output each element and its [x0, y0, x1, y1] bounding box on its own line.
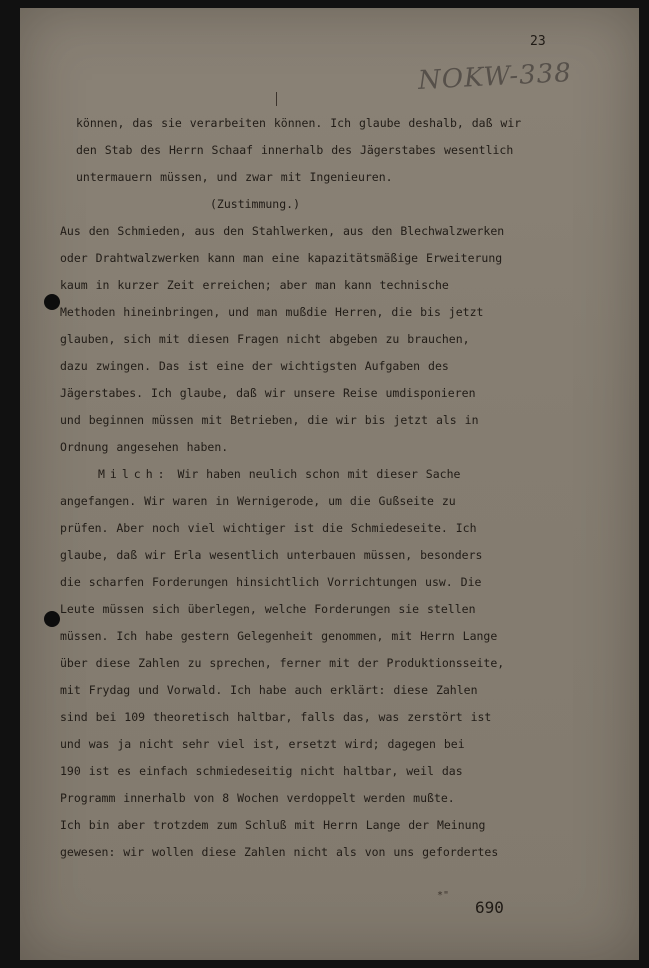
text-line: 190 ist es einfach schmiedeseitig nicht haltbar, weil das	[60, 764, 463, 778]
punch-hole	[44, 611, 60, 627]
text-line: können, das sie verarbeiten können. Ich glaube deshalb, daß wir	[76, 116, 522, 130]
text-line: müssen. Ich habe gestern Gelegenheit genommen, mit Herrn Lange	[60, 629, 498, 643]
document-page	[20, 8, 639, 960]
text-line: dazu zwingen. Das ist eine der wichtigsten Aufgaben des	[60, 359, 449, 373]
text-line: Aus den Schmieden, aus den Stahlwerken, aus den Blechwalzwerken	[60, 224, 505, 238]
text-line: den Stab des Herrn Schaaf innerhalb des Jägerstabes wesentlich	[76, 143, 514, 157]
archive-mark: NOKW-338	[417, 57, 573, 97]
document-text	[60, 110, 580, 866]
text-line: und beginnen müssen mit Betrieben, die wir bis jetzt als in	[60, 413, 479, 427]
text-line: und was ja nicht sehr viel ist, ersetzt wird; dagegen bei	[60, 737, 465, 751]
speaker-name: Milch:	[98, 467, 170, 481]
text-line: die scharfen Forderungen hinsichtlich Vorrichtungen usw. Die	[60, 575, 482, 589]
margin-tick-mark	[276, 92, 277, 106]
text-line: gewesen: wir wollen diese Zahlen nicht als von uns gefordertes	[60, 845, 499, 859]
text-line: oder Drahtwalzwerken kann man eine kapazitätsmäßige Erweiterung	[60, 251, 503, 265]
text-line: Jägerstabes. Ich glaube, daß wir unsere Reise umdisponieren	[60, 386, 476, 400]
text-line: glaube, daß wir Erla wesentlich unterbauen müssen, besonders	[60, 548, 483, 562]
text-line: mit Frydag und Vorwald. Ich habe auch erklärt: diese Zahlen	[60, 683, 478, 697]
text-line: Methoden hineinbringen, und man mußdie Herren, die bis jetzt	[60, 305, 484, 319]
speaker-line	[60, 461, 580, 488]
text-line: Ich bin aber trotzdem zum Schluß mit Herrn Lange der Meinung	[60, 818, 486, 832]
text-line: prüfen. Aber noch viel wichtiger ist die Schmiedeseite. Ich	[60, 521, 477, 535]
text-line: sind bei 109 theoretisch haltbar, falls das, was zerstört ist	[60, 710, 492, 724]
interjection-line: (Zustimmung.)	[210, 197, 301, 211]
speaker-text: Wir haben neulich schon mit dieser Sache	[177, 467, 461, 481]
punch-hole	[44, 294, 60, 310]
text-line: Leute müssen sich überlegen, welche Forderungen sie stellen	[60, 602, 476, 616]
text-line: angefangen. Wir waren in Wernigerode, um die Gußseite zu	[60, 494, 456, 508]
page-number: 23	[530, 34, 546, 49]
text-line: untermauern müssen, und zwar mit Ingenieuren.	[76, 170, 393, 184]
text-line: über diese Zahlen zu sprechen, ferner mit der Produktionsseite,	[60, 656, 505, 670]
text-line: glauben, sich mit diesen Fragen nicht abgeben zu brauchen,	[60, 332, 470, 346]
folio-mark: *"	[437, 890, 450, 901]
text-line: Ordnung angesehen haben.	[60, 440, 229, 454]
folio-number: 690	[475, 898, 504, 917]
text-line: Programm innerhalb von 8 Wochen verdoppelt werden mußte.	[60, 791, 455, 805]
text-line: kaum in kurzer Zeit erreichen; aber man kann technische	[60, 278, 449, 292]
